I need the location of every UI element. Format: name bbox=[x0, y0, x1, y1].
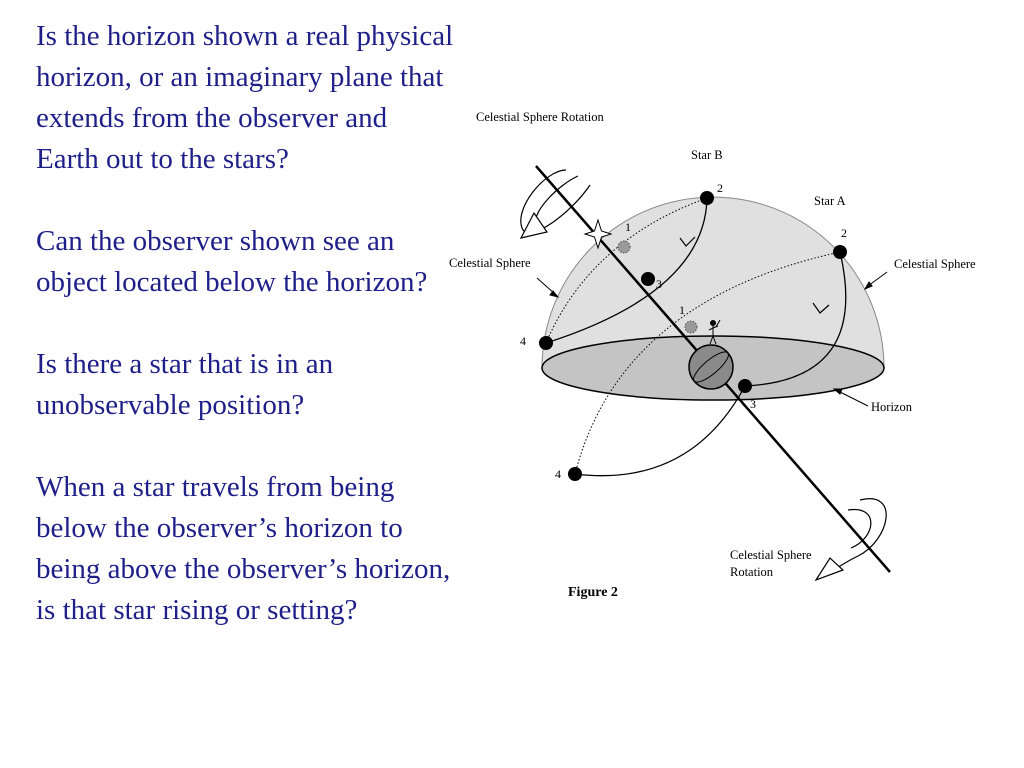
star-a-label-2: 2 bbox=[841, 226, 847, 240]
question-3: Is there a star that is in an unobservable position? bbox=[36, 348, 334, 421]
star-a-position-1 bbox=[685, 321, 697, 333]
star-b-label-1: 1 bbox=[625, 220, 631, 234]
rotation-label-bottom-line2: Rotation bbox=[730, 565, 774, 579]
sphere-label-right: Celestial Sphere bbox=[894, 257, 976, 271]
question-1: Is the horizon shown a real physical horizon, or an imaginary plane that extends from the observer and Earth out to the stars? bbox=[36, 20, 454, 175]
star-a-name: Star A bbox=[814, 194, 846, 208]
star-a-position-2 bbox=[833, 245, 847, 259]
star-a-position-3 bbox=[738, 379, 752, 393]
question-2: Can the observer shown see an object located below the horizon? bbox=[36, 225, 428, 298]
rotation-label-bottom-line1: Celestial Sphere bbox=[730, 548, 812, 562]
star-a-label-3: 3 bbox=[750, 397, 756, 411]
star-b-label-2: 2 bbox=[717, 181, 723, 195]
rotation-arrow-top-icon bbox=[521, 170, 590, 238]
star-b-position-3 bbox=[641, 272, 655, 286]
star-b-label-4: 4 bbox=[520, 334, 526, 348]
rotation-label-top: Celestial Sphere Rotation bbox=[476, 110, 604, 124]
star-b-name: Star B bbox=[691, 148, 723, 162]
earth-icon bbox=[689, 345, 733, 389]
question-4: When a star travels from being below the observer’s horizon to being above the observer’s horizon, is that star rising or setting? bbox=[36, 471, 451, 626]
star-b-position-2 bbox=[700, 191, 714, 205]
sphere-label-left: Celestial Sphere bbox=[449, 256, 531, 270]
horizon-label: Horizon bbox=[871, 400, 912, 414]
star-a-position-4 bbox=[568, 467, 582, 481]
star-b-label-3: 3 bbox=[656, 277, 662, 291]
figure-caption: Figure 2 bbox=[568, 585, 618, 600]
star-a-label-1: 1 bbox=[679, 303, 685, 317]
star-b-position-4 bbox=[539, 336, 553, 350]
rotation-arrow-bottom-icon bbox=[816, 499, 886, 580]
star-b-position-1 bbox=[618, 241, 630, 253]
star-a-label-4: 4 bbox=[555, 467, 561, 481]
